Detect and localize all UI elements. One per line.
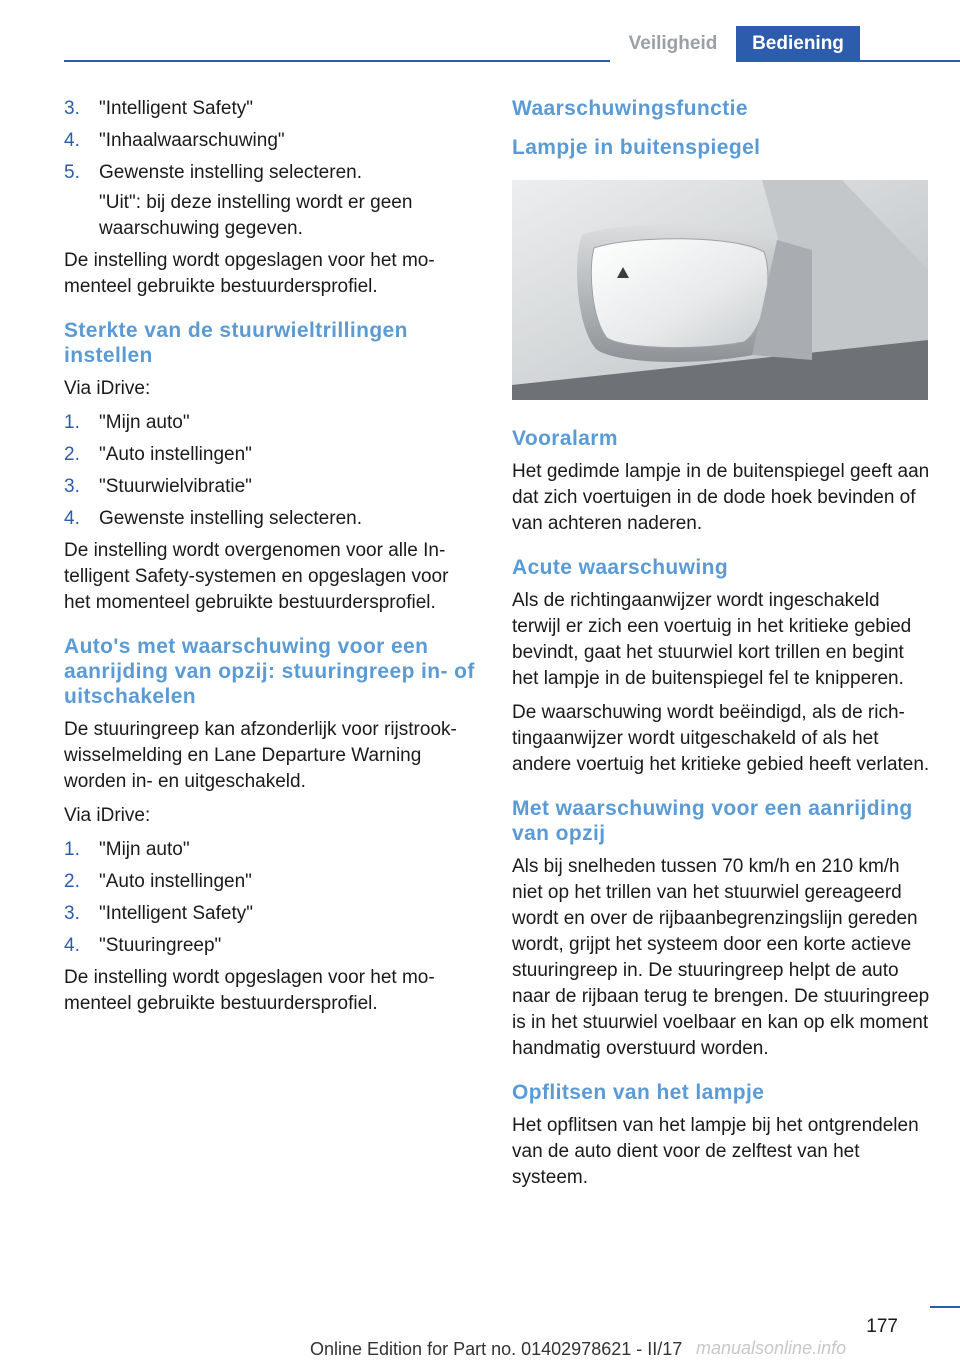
header-tab-bediening[interactable]: Bediening [736, 26, 860, 62]
subsection-heading: Opflitsen van het lampje [512, 1081, 765, 1104]
paragraph: Het gedimde lampje in de buitenspiegel geeft aan dat zich voertuigen in de dode hoek bevinden of van achteren naderen. [512, 461, 930, 534]
list-item [64, 410, 478, 436]
paragraph: De waarschuwing wordt beëindigd, als de richtingaanwijzer wordt uitgeschakeld of als het andere voertuig het kritieke gebied heeft verlaten. [512, 702, 930, 775]
list-number: 3. [64, 476, 80, 497]
section-heading: Sterkte van de stuurwieltrillingen instellen [64, 319, 408, 367]
list-item [64, 96, 478, 122]
list-text: "Auto instellingen" [99, 444, 252, 465]
list-number: 1. [64, 839, 80, 860]
list-item [64, 869, 478, 895]
paragraph: Als bij snelheden tussen 70 km/h en 210 km/h niet op het trillen van het stuurwiel gereageerd wordt en over de rijbaanbegrenzingslijn gereden wordt, grijpt het systeem door een korte actieve stuuringreep in. De stuuringreep helpt de auto naar de rijbaan terug te brengen. De stuuringreep is in het stuurwiel voelbaar en kan op elk moment handmatig overstuurd worden. [512, 856, 930, 1059]
section-heading: Waarschuwingsfunctie [512, 97, 748, 120]
list-text: Gewenste instelling selecteren. [99, 508, 362, 529]
header-tab-veiligheid[interactable]: Veiligheid [610, 26, 736, 62]
list-number: 3. [64, 903, 80, 924]
subsection-heading: Vooralarm [512, 427, 618, 450]
list-text: "Mijn auto" [99, 412, 190, 433]
list-item [64, 442, 478, 468]
list-number: 2. [64, 871, 80, 892]
list-number: 3. [64, 98, 80, 119]
list-item [64, 128, 478, 154]
list-text: "Stuurwielvibratie" [99, 476, 252, 497]
list-text: Gewenste instelling selecteren. [99, 162, 362, 183]
list-text: "Intelligent Safety" [99, 903, 253, 924]
list-number: 2. [64, 444, 80, 465]
list-number: 4. [64, 935, 80, 956]
side-mirror-illustration [512, 180, 928, 400]
list-item [64, 474, 478, 500]
paragraph: De instelling wordt overgenomen voor alle Intelligent Safety-systemen en opgeslagen voor het momenteel gebruikte bestuurdersprofiel. [64, 540, 449, 613]
list-number: 5. [64, 162, 80, 183]
list-number: 4. [64, 130, 80, 151]
subsection-heading: Acute waarschuwing [512, 556, 729, 579]
list-number: 4. [64, 508, 80, 529]
list-text: "Auto instellingen" [99, 871, 252, 892]
list-text: "Inhaalwaarschuwing" [99, 130, 285, 151]
list-item [64, 901, 478, 927]
list-subtext: "Uit": bij deze instelling wordt er geen waarschuwing gegeven. [99, 192, 413, 239]
list-text: "Stuuringreep" [99, 935, 222, 956]
mirror-image [512, 180, 928, 400]
list-number: 1. [64, 412, 80, 433]
list-text: "Intelligent Safety" [99, 98, 253, 119]
via-idrive-label: Via iDrive: [64, 378, 151, 399]
subsection-heading: Lampje in buitenspiegel [512, 136, 761, 159]
list-item [64, 933, 478, 959]
list-text: "Mijn auto" [99, 839, 190, 860]
paragraph: Het opflitsen van het lampje bij het ontgrendelen van de auto dient voor de zelftest van het systeem. [512, 1115, 919, 1188]
via-idrive-label: Via iDrive: [64, 805, 151, 826]
page-number: 177 [866, 1316, 898, 1337]
right-column [512, 96, 932, 1199]
list-item [64, 837, 478, 863]
paragraph: De instelling wordt opgeslagen voor het momenteel gebruikte bestuurdersprofiel. [64, 967, 435, 1014]
list-item [64, 506, 478, 532]
watermark: manualsonline.info [696, 1338, 847, 1358]
footer-rule [930, 1306, 960, 1308]
section-heading: Auto's met waarschuwing voor een aanrijding van opzij: stuuringreep in- of uitschakelen [64, 635, 475, 708]
paragraph: De instelling wordt opgeslagen voor het momenteel gebruikte bestuurdersprofiel. [64, 250, 435, 297]
left-column [64, 96, 478, 1025]
paragraph: De stuuringreep kan afzonderlijk voor rijstrookwisselmelding en Lane Departure Warning worden in- en uitgeschakeld. [64, 719, 457, 792]
footer-edition: Online Edition for Part no. 01402978621 - II/17 [310, 1339, 683, 1359]
list-item [64, 160, 478, 242]
paragraph: Als de richtingaanwijzer wordt ingeschakeld terwijl er zich een voertuig in het kritieke gebied bevindt, gaat het stuurwiel kort trillen en begint het lampje in de buitenspiegel fel te knipperen. [512, 590, 912, 689]
subsection-heading: Met waarschuwing voor een aanrijding van opzij [512, 797, 913, 845]
